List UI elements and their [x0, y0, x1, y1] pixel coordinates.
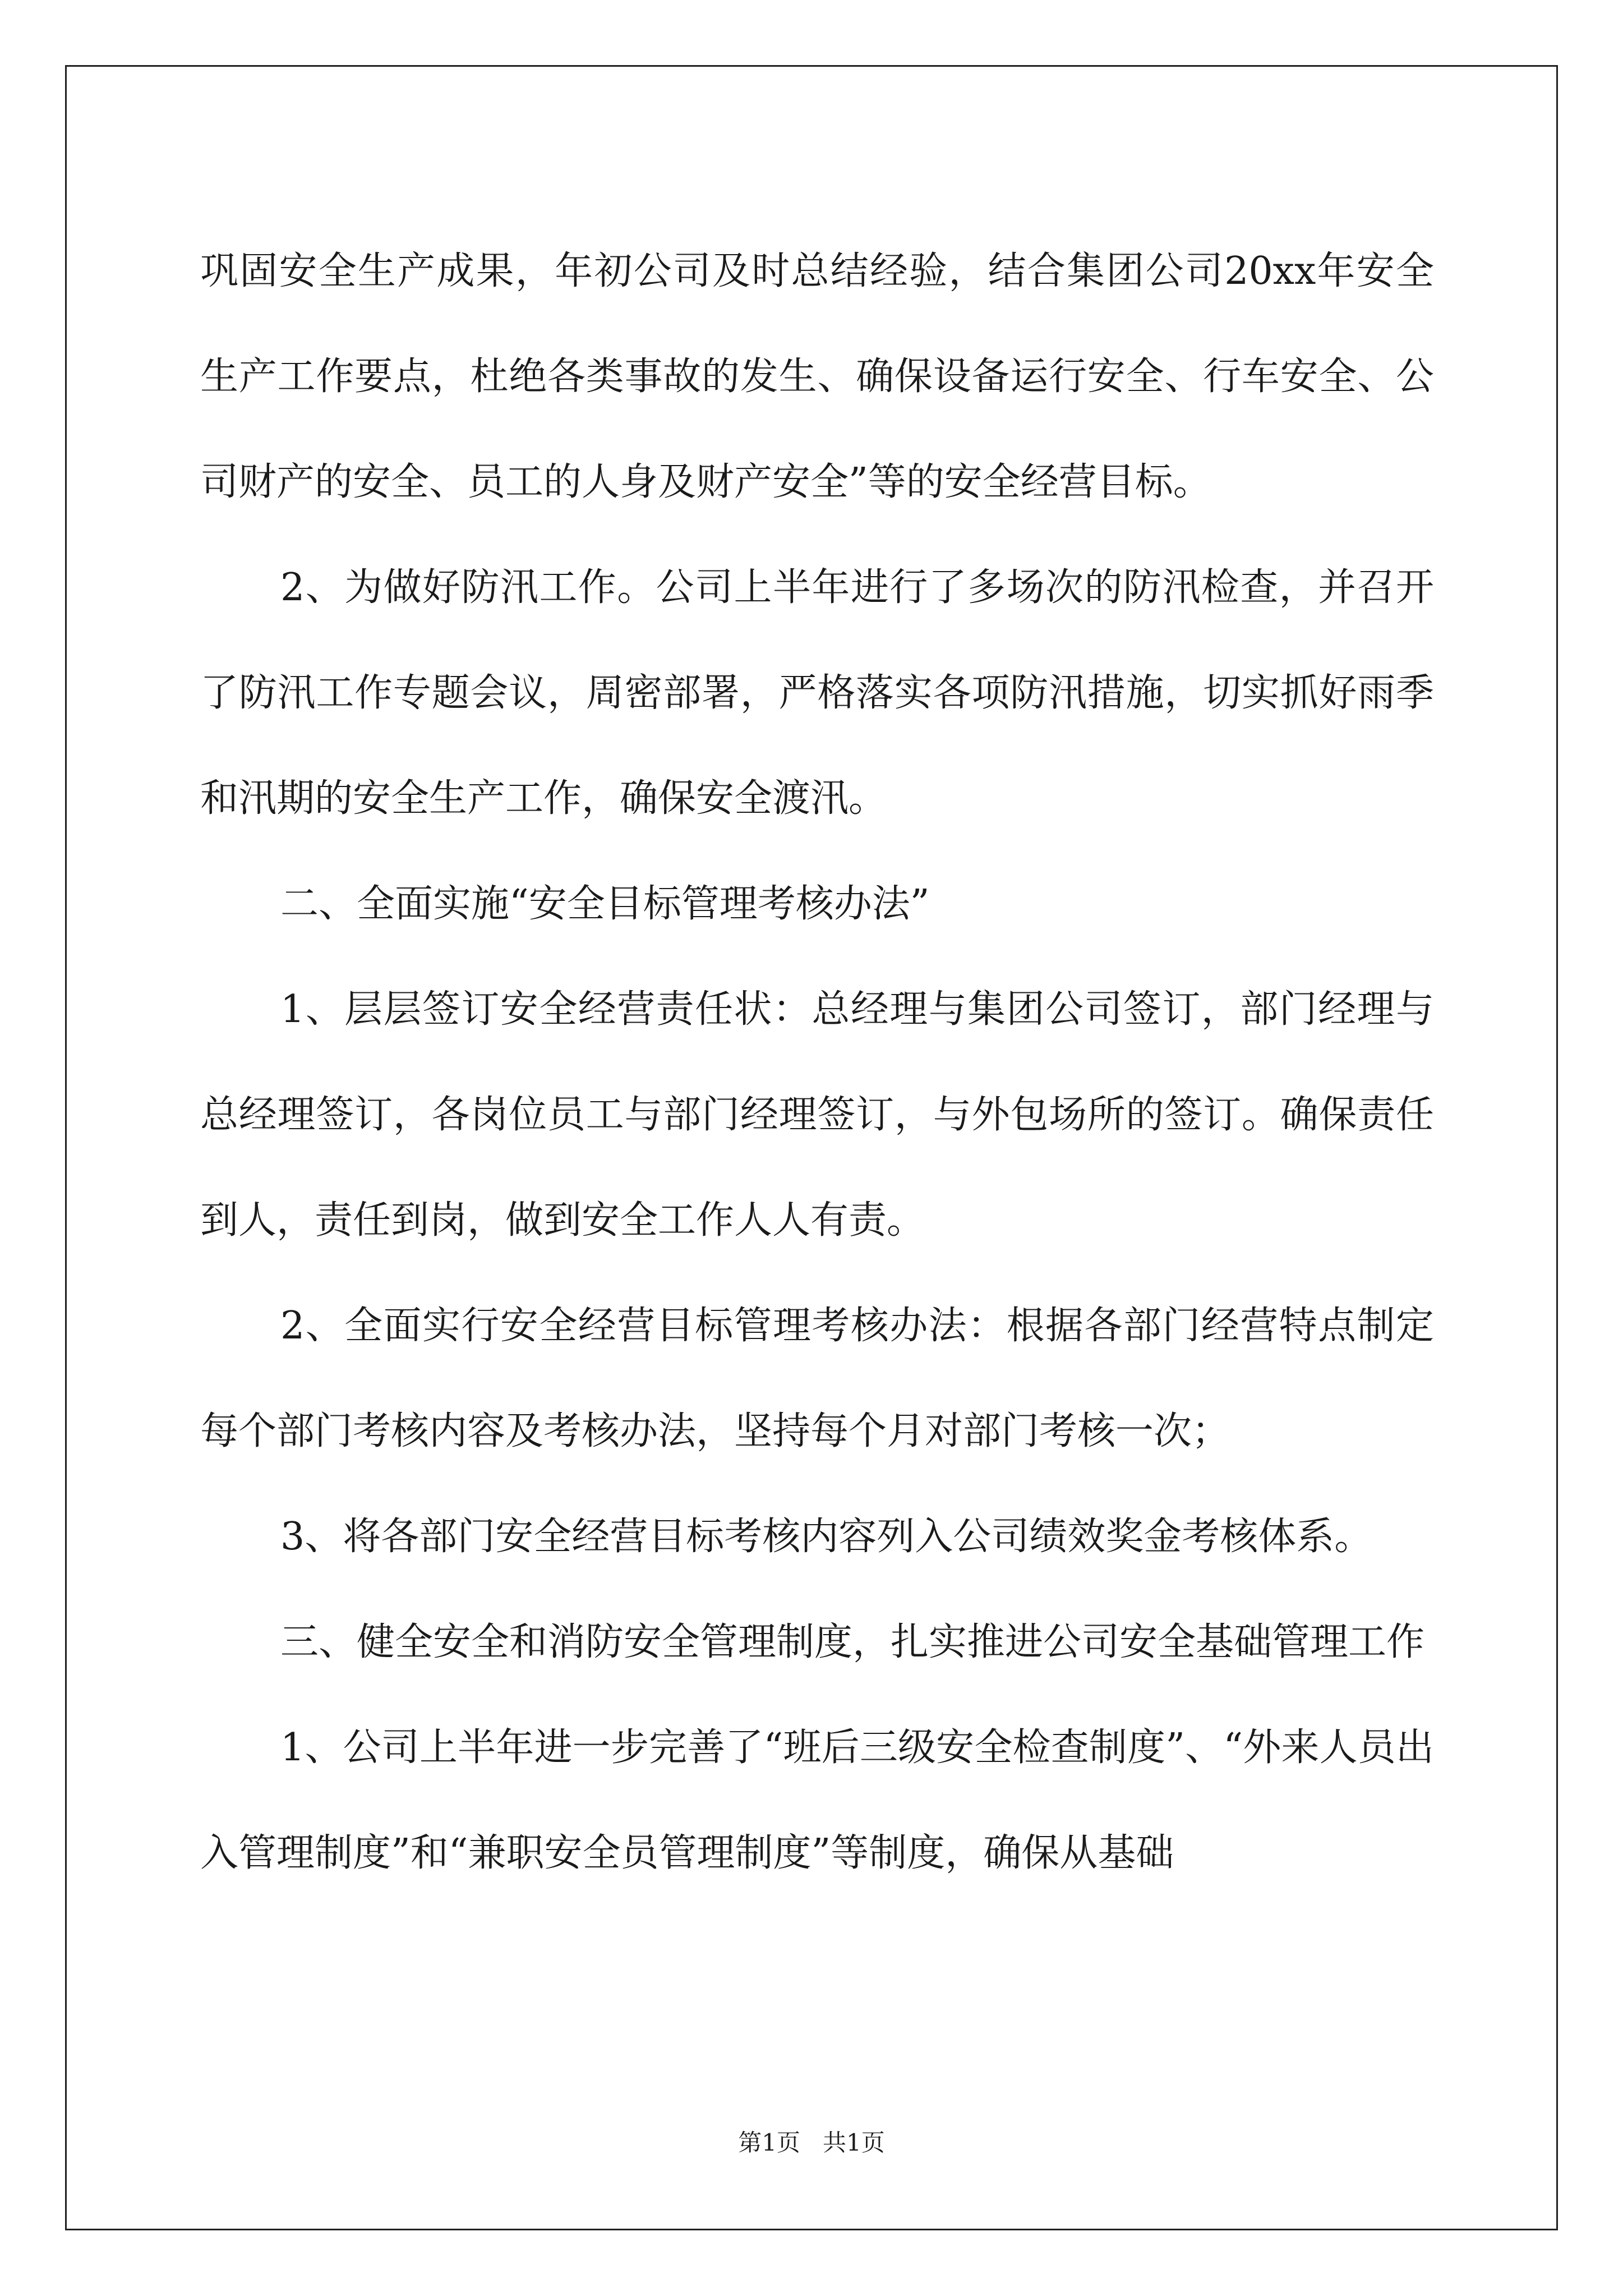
paragraph-1: 巩固安全生产成果，年初公司及时总结经验，结合集团公司20xx年安全生产工作要点，杜绝各类事故的发生、确保设备运行安全、行车安全、公司财产的安全、员工的人身及财产安全”等的安全经营目标。 — [200, 249, 1434, 504]
paragraph-2: 2、为做好防汛工作。公司上半年进行了多场次的防汛检查，并召开了防汛工作专题会议，周密部署，严格落实各项防汛措施，切实抓好雨季和汛期的安全生产工作，确保安全渡汛。 — [200, 565, 1434, 821]
section-heading-2: 二、全面实施“安全目标管理考核办法” — [280, 882, 930, 926]
paragraph-5: 2、全面实行安全经营目标管理考核办法：根据各部门经营特点制定每个部门考核内容及考核办法，坚持每个月对部门考核一次； — [200, 1304, 1434, 1453]
page-number-current: 第1页 — [738, 2129, 800, 2156]
document-body — [200, 219, 1434, 1906]
page-number-total: 共1页 — [823, 2129, 885, 2156]
paragraph-6: 3、将各部门安全经营目标考核内容列入公司绩效奖金考核体系。 — [280, 1515, 1373, 1559]
section-heading-3: 三、健全安全和消防安全管理制度，扎实推进公司安全基础管理工作 — [280, 1620, 1425, 1664]
page-footer — [0, 2126, 1623, 2160]
paragraph-8: 1、公司上半年进一步完善了“班后三级安全检查制度”、“外来人员出入管理制度”和“兼职安全员管理制度”等制度，确保从基础 — [200, 1726, 1434, 1875]
paragraph-4: 1、层层签订安全经营责任状：总经理与集团公司签订，部门经理与总经理签订，各岗位员工与部门经理签订，与外包场所的签订。确保责任到人，责任到岗，做到安全工作人人有责。 — [200, 987, 1434, 1243]
